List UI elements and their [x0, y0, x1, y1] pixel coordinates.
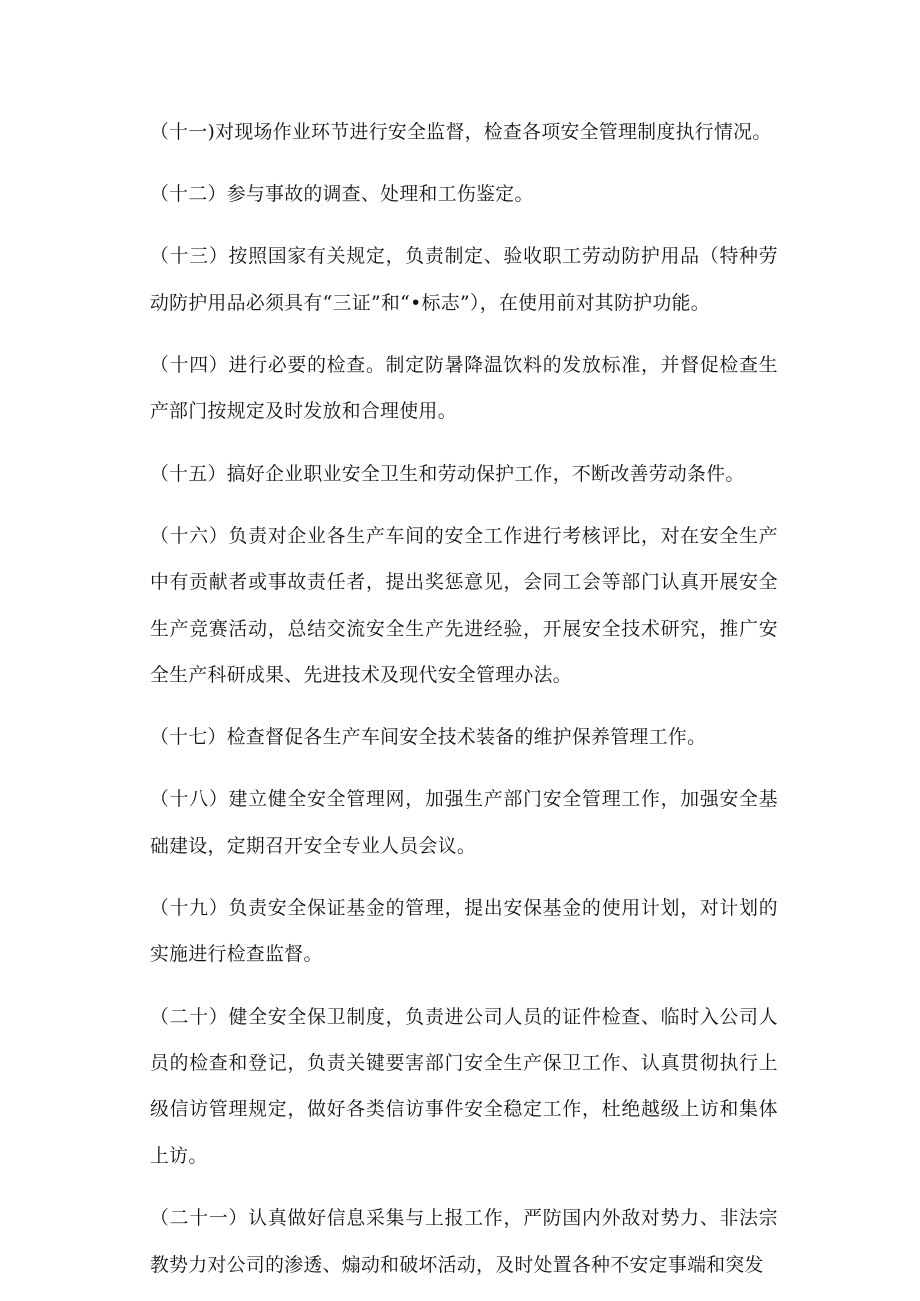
document-body [150, 110, 778, 1289]
paragraph-item-18: （十八）建立健全安全管理网，加强生产部门安全管理工作，加强安全基础建设，定期召开安全专业人员会议。 [150, 789, 778, 857]
paragraph-item-13: （十三）按照国家有关规定，负责制定、验收职工劳动防护用品（特种劳动防护用品必须具有“三证”和“•标志”），在使用前对其防护功能。 [150, 246, 778, 314]
paragraph-item-17: （十七）检查督促各生产车间安全技术装备的维护保养管理工作。 [150, 727, 707, 749]
paragraph-item-12: （十二）参与事故的调查、处理和工伤鉴定。 [150, 184, 534, 206]
paragraph-item-14: （十四）进行必要的检查。制定防暑降温饮料的发放标准，并督促检查生产部门按规定及时发放和合理使用。 [150, 355, 778, 423]
paragraph-item-19: （十九）负责安全保证基金的管理，提出安保基金的使用计划，对计划的实施进行检查监督。 [150, 898, 778, 966]
paragraph-item-15: （十五）搞好企业职业安全卫生和劳动保护工作，不断改善劳动条件。 [150, 463, 745, 485]
paragraph-item-16: （十六）负责对企业各生产车间的安全工作进行考核评比，对在安全生产中有贡献者或事故责任者，提出奖惩意见，会同工会等部门认真开展安全生产竞赛活动，总结交流安全生产先进经验，开展安全技术研究，推广安全生产科研成果、先进技术及现代安全管理办法。 [150, 525, 778, 687]
paragraph-item-20: （二十）健全安全保卫制度，负责进公司人员的证件检查、临时入公司人员的检查和登记，负责关键要害部门安全生产保卫工作、认真贯彻执行上级信访管理规定，做好各类信访事件安全稳定工作，杜绝越级上访和集体上访。 [150, 1006, 778, 1167]
paragraph-item-11: （十一)对现场作业环节进行安全监督，检查各项安全管理制度执行情况。 [150, 122, 772, 143]
paragraph-item-21: （二十一）认真做好信息采集与上报工作，严防国内外敌对势力、非法宗教势力对公司的渗透、煽动和破坏活动，及时处置各种不安定事端和突发 [150, 1208, 778, 1276]
